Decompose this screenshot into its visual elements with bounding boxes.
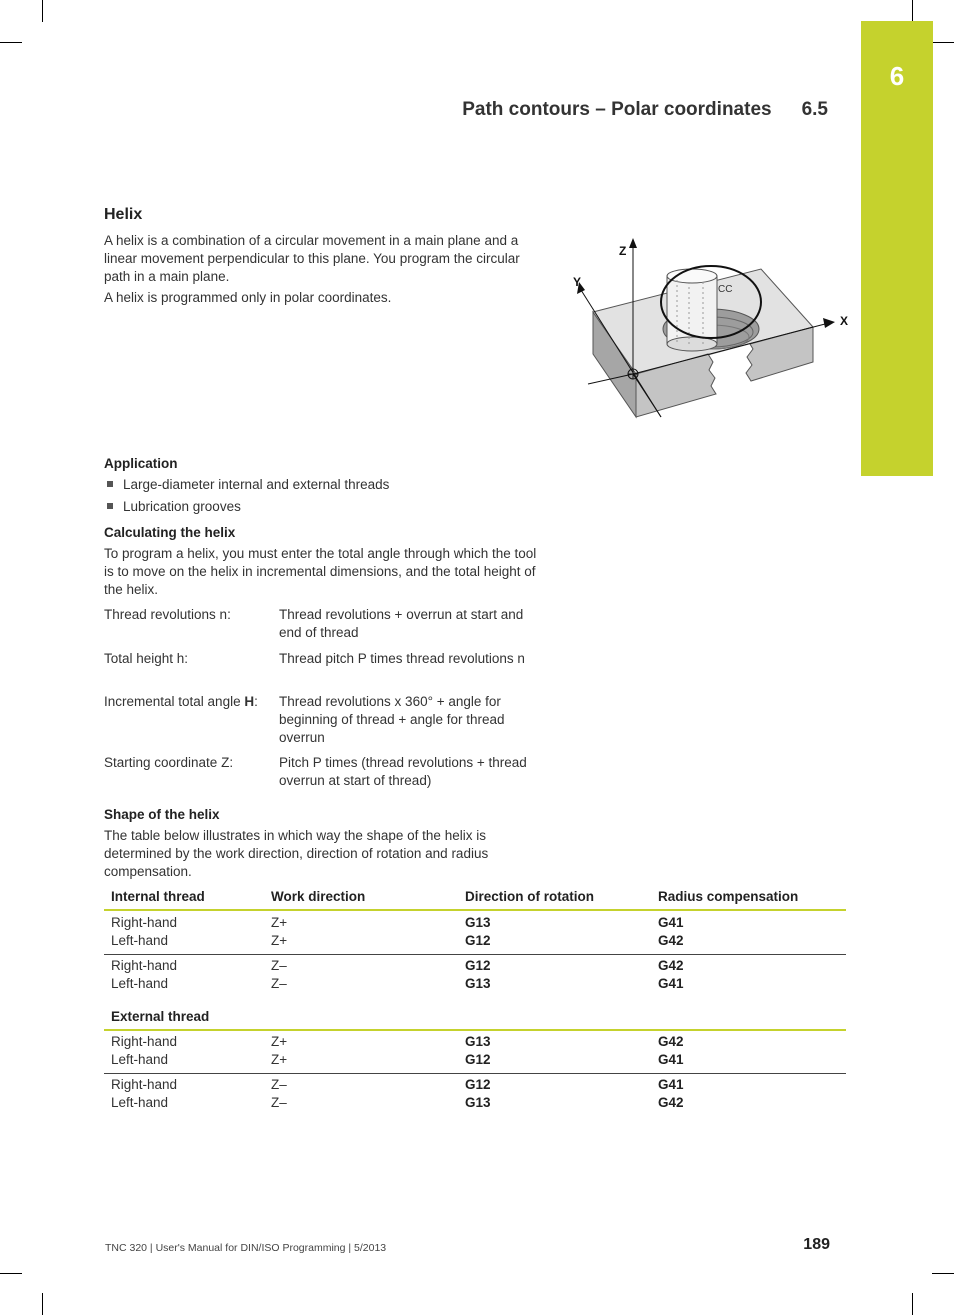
bullet-square-icon [107, 503, 113, 509]
shape-heading: Shape of the helix [104, 807, 220, 822]
definition-term: Thread revolutions n: [104, 607, 231, 622]
list-item: Lubrication grooves [104, 498, 241, 516]
definition-desc: Thread revolutions + overrun at start and end of thread [279, 607, 524, 640]
axis-label-x: X [840, 314, 849, 328]
axis-label-y: Y [573, 275, 582, 289]
crop-mark [932, 1273, 954, 1274]
helix-paragraph-1: A helix is a combination of a circular movement in a main plane and a linear movement perpendicular to this plane. You program the circular path in a main plane. [104, 233, 520, 284]
bullet-square-icon [107, 481, 113, 487]
crop-mark [932, 42, 954, 43]
section-title: Helix [104, 206, 143, 223]
table-rule [104, 1073, 846, 1074]
helix-diagram [563, 234, 853, 424]
list-item: Large-diameter internal and external threads [104, 476, 389, 494]
table-rule [104, 954, 846, 955]
crop-mark [42, 0, 43, 22]
crop-mark [0, 42, 22, 43]
calculating-heading: Calculating the helix [104, 525, 236, 540]
application-heading: Application [104, 456, 178, 471]
table-header: Radius compensation [658, 889, 799, 904]
running-head-title: Path contours – Polar coordinates [462, 99, 772, 120]
footer-text: TNC 320 | User's Manual for DIN/ISO Programming | 5/2013 [105, 1242, 387, 1254]
chapter-tab [861, 21, 933, 476]
definition-desc: Thread revolutions x 360° + angle for beginning of thread + angle for thread overrun [279, 694, 505, 745]
definition-term: Starting coordinate Z: [104, 755, 234, 770]
table-rule [104, 909, 846, 911]
table-subheader: External thread [111, 1009, 210, 1024]
cc-label: CC [718, 284, 733, 295]
definition-term: Incremental total angle H: [104, 694, 258, 709]
table-rule [104, 1029, 846, 1031]
crop-mark [42, 1293, 43, 1315]
crop-mark [0, 1273, 22, 1274]
table-header: Direction of rotation [465, 889, 594, 904]
page-number: 189 [803, 1236, 830, 1253]
running-head-section: 6.5 [801, 99, 828, 120]
axis-label-z: Z [619, 244, 627, 258]
definition-desc: Pitch P times (thread revolutions + thread overrun at start of thread) [279, 755, 527, 788]
crop-mark [912, 1293, 913, 1315]
helix-paragraph-2: A helix is programmed only in polar coordinates. [104, 290, 392, 305]
definition-term: Total height h: [104, 651, 189, 666]
calculating-intro: To program a helix, you must enter the total angle through which the tool is to move on the helix in incremental dimensions, and the total height of the helix. [104, 546, 537, 597]
table-header: Work direction [271, 889, 366, 904]
running-head [462, 99, 828, 121]
crop-mark [912, 0, 913, 22]
chapter-number: 6 [889, 61, 905, 91]
table-header: Internal thread [111, 889, 205, 904]
definition-desc: Thread pitch P times thread revolutions n [279, 651, 525, 666]
helix-figure [563, 234, 853, 429]
shape-intro: The table below illustrates in which way the shape of the helix is determined by the work direction, direction of rotation and radius compensation. [104, 828, 489, 879]
